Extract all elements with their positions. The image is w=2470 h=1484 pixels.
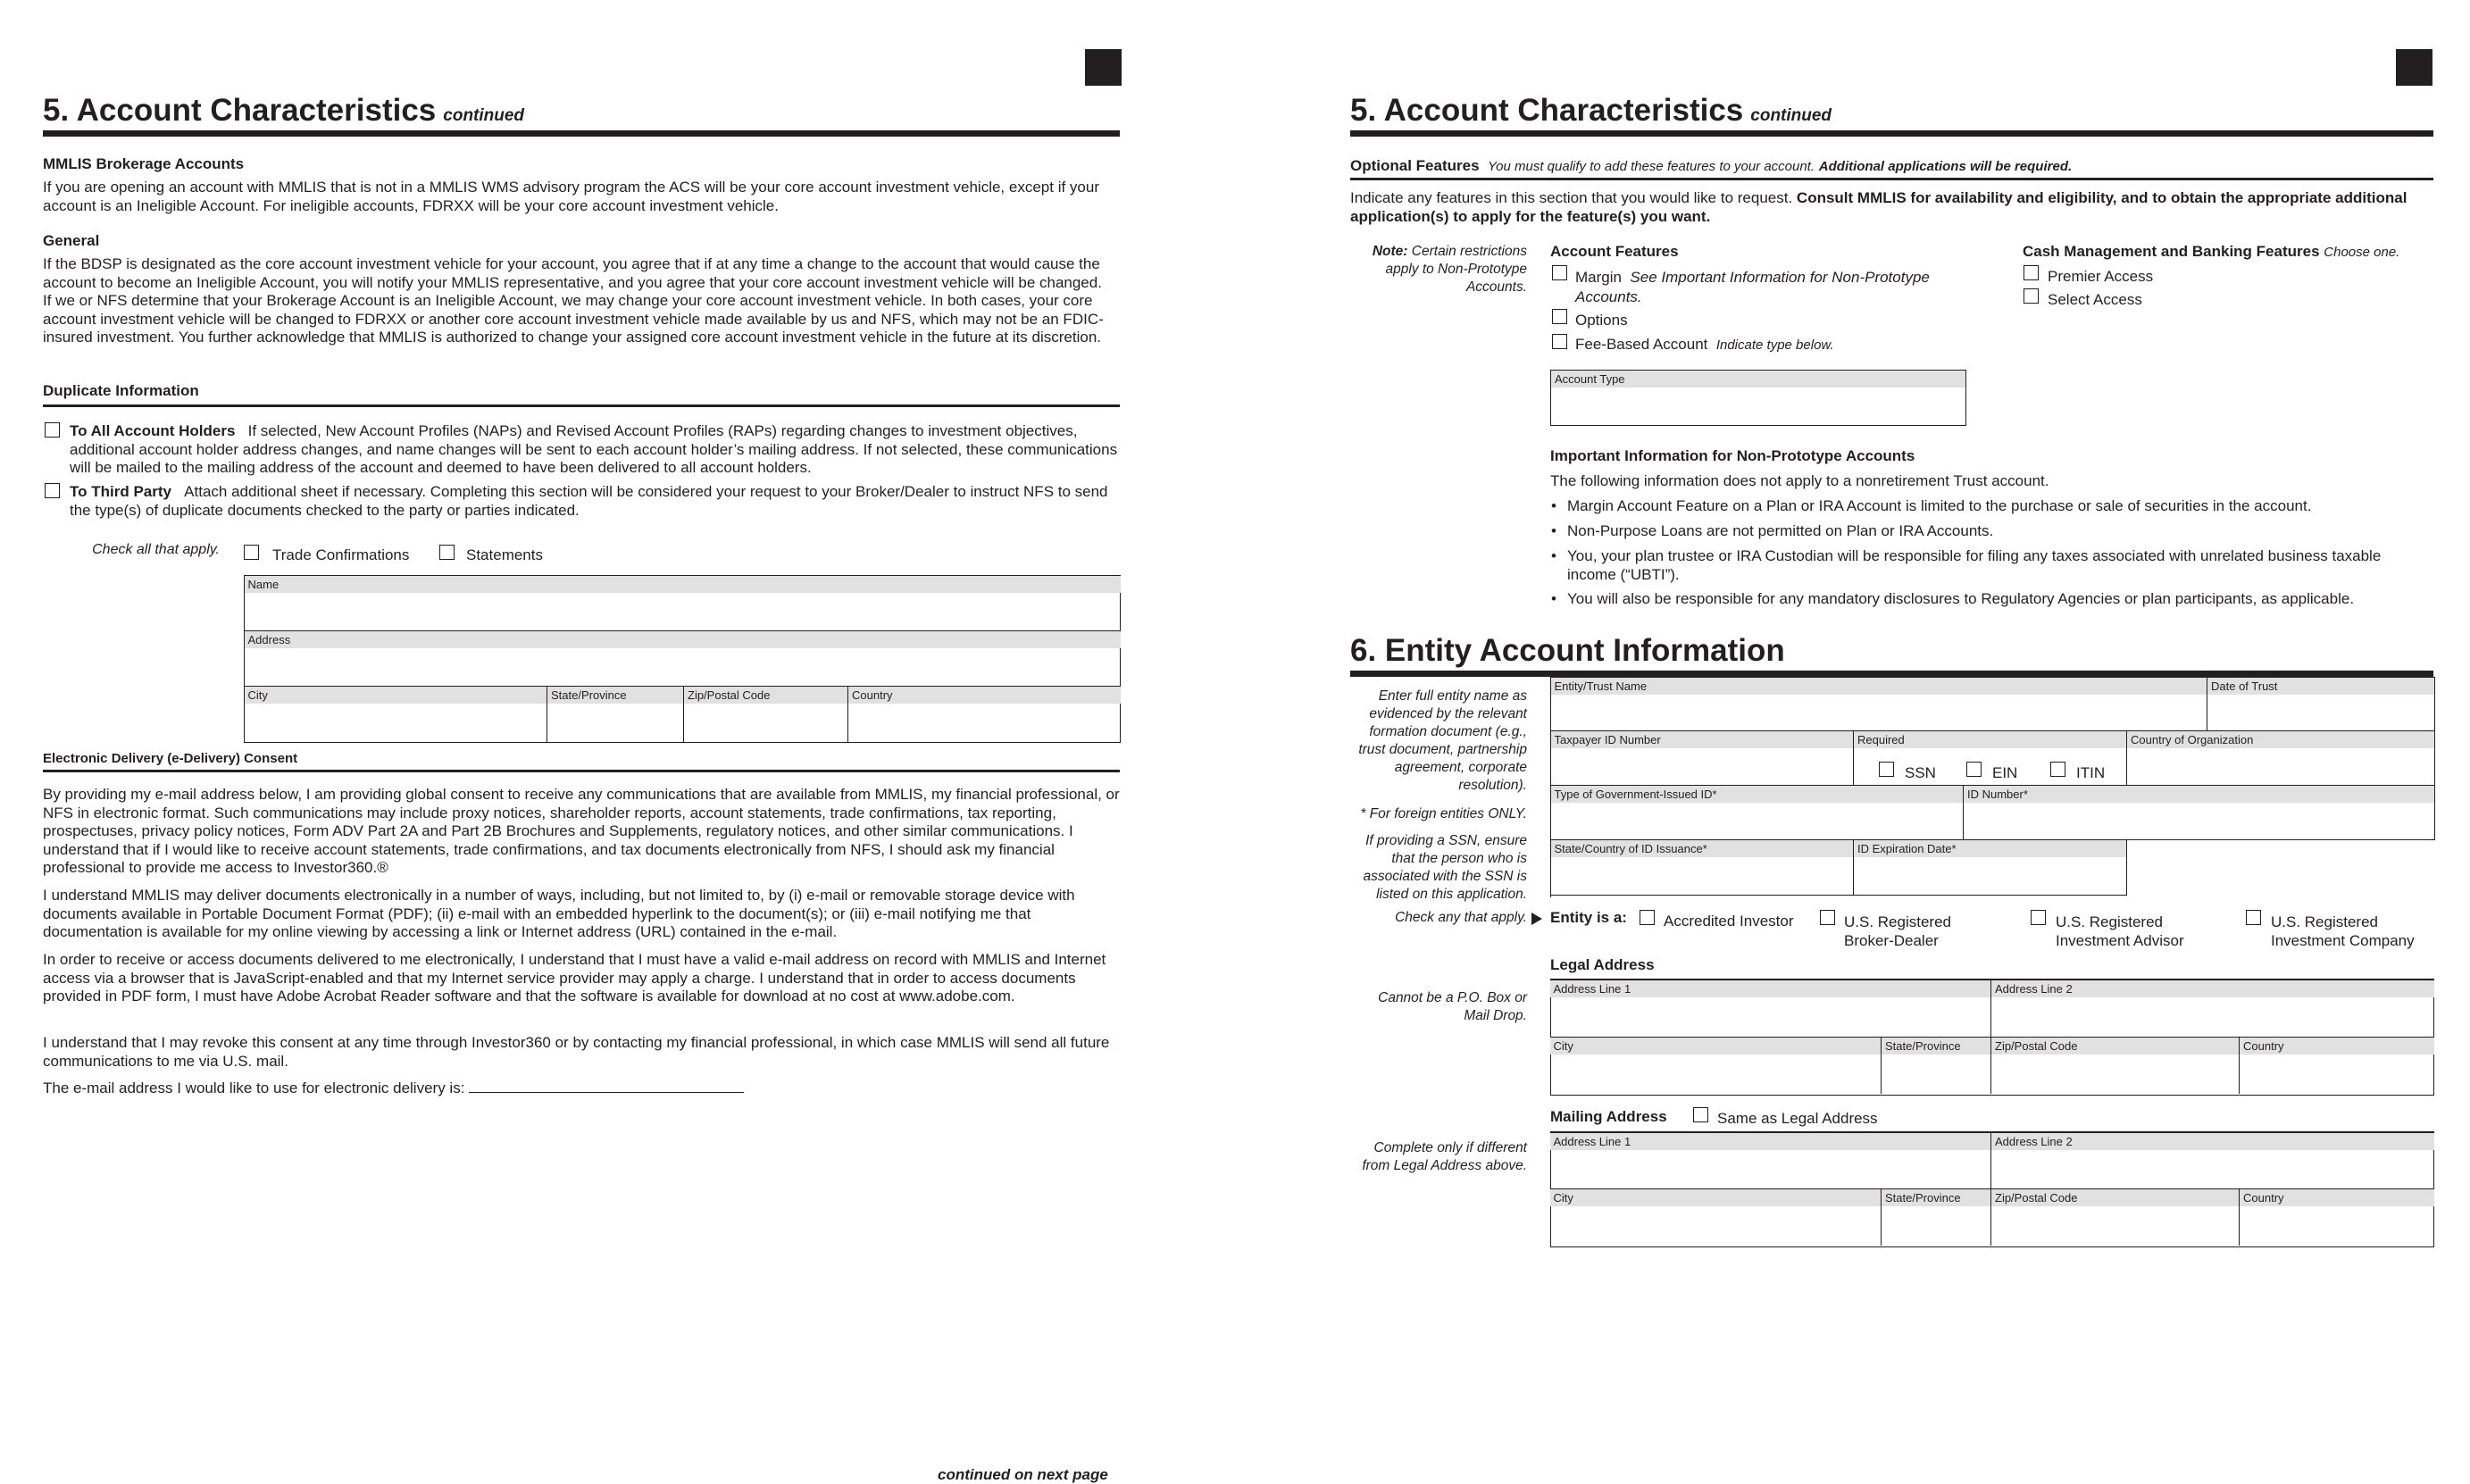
email-input[interactable] bbox=[469, 1080, 744, 1093]
brokerage-text: If you are opening an account with MMLIS that is not in a MMLIS WMS advisory program the ACS will be your core account investment vehicle, except if your account is an Ineligible Account. For ineligible accounts, FDRXX will be your core account investment vehicle. bbox=[43, 179, 1099, 214]
mailing-address-form bbox=[1550, 1134, 2434, 1247]
entity-name-note: Enter full entity name as evidenced by the relevant formation document (e.g., trust document, partnership agreement, corporate resolution). bbox=[1358, 688, 1527, 793]
optional-features-heading: Optional Features You must qualify to add these features to your account. Additional applications will be required. bbox=[1350, 157, 2073, 174]
entity-form bbox=[1550, 677, 2434, 897]
city-field[interactable]: City bbox=[244, 686, 547, 742]
title-rule bbox=[43, 130, 1120, 137]
ssn-label: SSN bbox=[1905, 764, 1936, 781]
page-marker-square bbox=[1085, 49, 1122, 86]
select-access-checkbox[interactable] bbox=[2024, 288, 2039, 304]
mailing-address-note: Complete only if different from Legal Address above. bbox=[1362, 1140, 1527, 1173]
margin-label: Margin See Important Information for Non-Prototype Accounts. bbox=[1575, 269, 1930, 305]
same-as-legal-label: Same as Legal Address bbox=[1717, 1110, 1878, 1127]
ein-checkbox[interactable] bbox=[1966, 762, 1982, 777]
legal-city[interactable]: City bbox=[1550, 1037, 1882, 1094]
important-info-intro: The following information does not apply to a nonretirement Trust account. bbox=[1550, 472, 2049, 489]
mailing-state[interactable]: State/Province bbox=[1881, 1188, 1991, 1246]
trade-confirmations-checkbox[interactable] bbox=[244, 545, 259, 560]
same-as-legal-checkbox[interactable] bbox=[1693, 1107, 1708, 1122]
mailing-address-line2[interactable]: Address Line 2 bbox=[1990, 1133, 2434, 1190]
date-of-trust-field[interactable]: Date of Trust bbox=[2207, 677, 2435, 732]
mailing-address-line1[interactable]: Address Line 1 bbox=[1550, 1133, 1992, 1190]
edelivery-heading: Electronic Delivery (e-Delivery) Consent bbox=[43, 751, 298, 766]
duplicate-heading: Duplicate Information bbox=[43, 382, 199, 399]
accredited-investor-checkbox[interactable] bbox=[1640, 910, 1655, 925]
edelivery-rule bbox=[43, 770, 1120, 772]
statements-checkbox[interactable] bbox=[439, 545, 455, 560]
country-field[interactable]: Country bbox=[847, 686, 1121, 742]
zip-field[interactable]: Zip/Postal Code bbox=[683, 686, 847, 742]
arrow-right-icon bbox=[1531, 913, 1542, 925]
bullet-1: • Margin Account Feature on a Plan or IRA Account is limited to the purchase or sale of securities in the account. bbox=[1567, 497, 2433, 516]
edelivery-p4: I understand that I may revoke this consent at any time through Investor360 or by contacting my financial professional, in which case MMLIS will send all future communications to me via U.S. mail. bbox=[43, 1034, 1110, 1070]
general-heading: General bbox=[43, 232, 100, 249]
account-type-field[interactable]: Account Type bbox=[1550, 370, 1966, 426]
optional-rule bbox=[1350, 178, 2433, 180]
legal-address-heading: Legal Address bbox=[1550, 956, 1655, 973]
entity-section-title: 6. Entity Account Information bbox=[1350, 633, 1785, 668]
ssn-note: If providing a SSN, ensure that the person who is associated with the SSN is listed on this application. bbox=[1363, 833, 1527, 902]
mailing-city[interactable]: City bbox=[1550, 1188, 1882, 1246]
mailing-zip[interactable]: Zip/Postal Code bbox=[1990, 1188, 2240, 1246]
right-section-title: 5. Account Characteristics continued bbox=[1350, 93, 1832, 128]
state-issuance-field[interactable]: State/Country of ID Issuance* bbox=[1550, 839, 1855, 896]
mailing-address-heading: Mailing Address bbox=[1550, 1108, 1667, 1125]
legal-state[interactable]: State/Province bbox=[1881, 1037, 1991, 1094]
bullet-4: • You will also be responsible for any mandatory disclosures to Regulatory Agencies or plan participants, as applicable. bbox=[1567, 590, 2438, 609]
state-field[interactable]: State/Province bbox=[547, 686, 683, 742]
premier-access-label: Premier Access bbox=[2048, 268, 2154, 285]
address-field[interactable]: Address bbox=[244, 630, 1121, 687]
legal-address-line1[interactable]: Address Line 1 bbox=[1550, 980, 1992, 1038]
fee-based-checkbox[interactable] bbox=[1552, 334, 1567, 349]
fee-based-label: Fee-Based Account Indicate type below. bbox=[1575, 336, 1834, 353]
select-access-label: Select Access bbox=[2048, 291, 2142, 308]
account-features-heading: Account Features bbox=[1550, 243, 1679, 260]
itin-label: ITIN bbox=[2076, 764, 2106, 781]
edelivery-p3: In order to receive or access documents delivered to me electronically, I understand that I must have a valid e-mail address on record with MMLIS and Internet access via a browser that is JavaScript-enabled and that my Internet service provider may apply a charge. I understand that in order to access documents provided in PDF form, I must have Adobe Acrobat Reader software and that the software is available for download at no cost at www.adobe.com. bbox=[43, 951, 1106, 1005]
check-all-note: Check all that apply. bbox=[92, 542, 220, 557]
legal-address-note: Cannot be a P.O. Box or Mail Drop. bbox=[1378, 990, 1527, 1023]
legal-zip[interactable]: Zip/Postal Code bbox=[1990, 1037, 2240, 1094]
continued-footer: continued on next page bbox=[938, 1466, 1108, 1483]
investment-company-label: U.S. Registered Investment Company bbox=[2271, 913, 2415, 949]
legal-address-line2[interactable]: Address Line 2 bbox=[1990, 980, 2434, 1038]
right-title-rule bbox=[1350, 130, 2433, 137]
bullet-2: • Non-Purpose Loans are not permitted on Plan or IRA Accounts. bbox=[1567, 522, 2433, 541]
margin-checkbox[interactable] bbox=[1552, 265, 1567, 280]
edelivery-p2: I understand MMLIS may deliver documents electronically in a number of ways, including, but not limited to, by (i) e-mail or removable storage device with documents available in Portable Document Format (PDF); (ii) e-mail with an embedded hyperlink to the document(s); or (iii) e-mail notifying me that documentation is available for my online viewing by accessing a link or Internet address (URL) contained in the e-mail. bbox=[43, 887, 1075, 940]
non-prototype-note: Note: Certain restrictions apply to Non-Prototype Accounts. bbox=[1372, 244, 1527, 295]
options-checkbox[interactable] bbox=[1552, 309, 1567, 324]
accredited-investor-label: Accredited Investor bbox=[1664, 913, 1794, 930]
page-marker-square-right bbox=[2396, 49, 2432, 86]
name-field[interactable]: Name bbox=[244, 575, 1121, 631]
premier-access-checkbox[interactable] bbox=[2024, 265, 2039, 280]
bullet-3: • You, your plan trustee or IRA Custodian will be responsible for filing any taxes associated with unrelated business taxable income (“UBTI”). bbox=[1567, 547, 2433, 584]
itin-checkbox[interactable] bbox=[2050, 762, 2065, 777]
brokerage-heading: MMLIS Brokerage Accounts bbox=[43, 155, 245, 172]
check-any-note: Check any that apply. bbox=[1395, 910, 1527, 925]
required-field: Required bbox=[1853, 730, 2127, 786]
investment-advisor-label: U.S. Registered Investment Advisor bbox=[2056, 913, 2184, 949]
id-number-field[interactable]: ID Number* bbox=[1963, 785, 2435, 840]
foreign-note: * For foreign entities ONLY. bbox=[1360, 806, 1527, 821]
trade-confirmations-label: Trade Confirmations bbox=[272, 546, 410, 563]
taxpayer-id-field[interactable]: Taxpayer ID Number bbox=[1550, 730, 1855, 786]
broker-dealer-checkbox[interactable] bbox=[1820, 910, 1835, 925]
options-label: Options bbox=[1575, 312, 1628, 329]
all-account-holders-text: To All Account Holders If selected, New Account Profiles (NAPs) and Revised Account Profiles (RAPs) regarding changes to investment objectives, additional account holder address changes, and name changes will be sent to each account holder’s mailing address. If not selected, these communications will be mailed to the mailing address of the account and deemed to have been delivered to all account holders. bbox=[70, 422, 1118, 476]
mailing-country[interactable]: Country bbox=[2239, 1188, 2434, 1246]
edelivery-p5: The e-mail address I would like to use for electronic delivery is: bbox=[43, 1080, 847, 1098]
legal-address-form bbox=[1550, 981, 2434, 1096]
third-party-address-form bbox=[244, 575, 1121, 743]
third-party-checkbox[interactable] bbox=[45, 483, 60, 498]
entity-is-label: Entity is a: bbox=[1550, 909, 1627, 926]
entity-name-field[interactable]: Entity/Trust Name bbox=[1550, 677, 2207, 732]
cash-management-heading: Cash Management and Banking Features Choose one. bbox=[2023, 243, 2400, 260]
investment-company-checkbox[interactable] bbox=[2246, 910, 2261, 925]
all-account-holders-checkbox[interactable] bbox=[45, 422, 60, 438]
general-text: If the BDSP is designated as the core account investment vehicle for your account, you agree that if at any time a change to the account that would cause the account to become an Ineligible Account, you will notify your MMLIS representative, and you agree that your core account investment vehicle will be changed. If we or NFS determine that your Brokerage Account is an Ineligible Account, we may change your core account investment vehicle. In both cases, your core account investment vehicle will be changed to FDRXX or another core account investment vehicle made available by us and NFS, which may not be an FDIC-insured investment. You further acknowledge that MMLIS is authorized to change your assigned core account investment vehicle in the future at its discretion. bbox=[43, 255, 1104, 346]
duplicate-rule bbox=[43, 404, 1120, 407]
third-party-text: To Third Party Attach additional sheet if necessary. Completing this section will be considered your request to your Broker/Dealer to instruct NFS to send the type(s) of duplicate documents checked to the party or parties indicated. bbox=[70, 483, 1108, 519]
edelivery-p1: By providing my e-mail address below, I am providing global consent to receive any communications that are available from MMLIS, my financial professional, or NFS in electronic format. Such communications may include proxy notices, shareholder reports, account statements, trade confirmations, tax reporting, prospectuses, privacy policy notices, Form ADV Part 2A and Part 2B Brochures and Supplements, regulatory notices, and other similar communications. I understand that if I would like to receive account statements, trade confirmations, and tax documents electronically from NFS, I should ask my financial professional to provide me access to Investor360.® bbox=[43, 786, 1120, 876]
left-section-title: 5. Account Characteristics continued bbox=[43, 93, 525, 128]
ein-label: EIN bbox=[1992, 764, 2018, 781]
gov-id-type-field[interactable]: Type of Government-Issued ID* bbox=[1550, 785, 1964, 840]
legal-country[interactable]: Country bbox=[2239, 1037, 2434, 1094]
optional-intro: Indicate any features in this section that you would like to request. Consult MMLIS for availability and eligibility, and to obtain the appropriate additional application(s) to apply for the feature(s) you want. bbox=[1350, 189, 2407, 225]
statements-label: Statements bbox=[466, 546, 543, 563]
ssn-checkbox[interactable] bbox=[1879, 762, 1894, 777]
broker-dealer-label: U.S. Registered Broker-Dealer bbox=[1844, 913, 1951, 949]
investment-advisor-checkbox[interactable] bbox=[2031, 910, 2046, 925]
important-info-heading: Important Information for Non-Prototype Accounts bbox=[1550, 447, 1915, 464]
country-of-organization-field[interactable]: Country of Organization bbox=[2126, 730, 2435, 786]
id-expiration-field[interactable]: ID Expiration Date* bbox=[1853, 839, 2127, 896]
